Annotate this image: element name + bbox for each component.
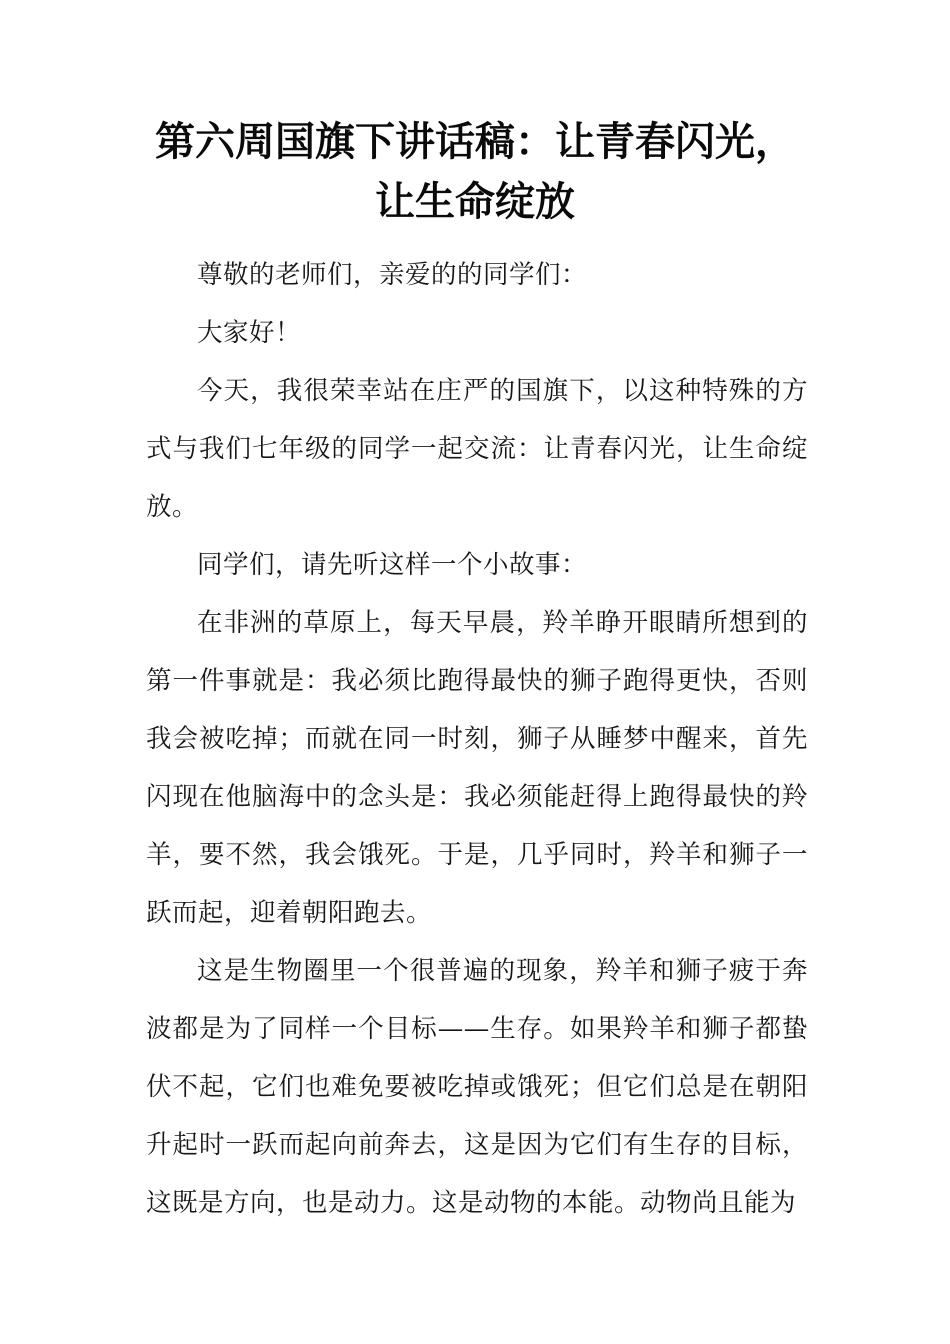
paragraph-story: 在非洲的草原上，每天早晨，羚羊睁开眼睛所想到的第一件事就是：我必须比跑得最快的狮子跑得更快，否则我会被吃掉；而就在同一时刻，狮子从睡梦中醒来，首先闪现在他脑海中的念头是：我必须能赶得上跑得最快的羚羊，要不然，我会饿死。于是，几乎同时，羚羊和狮子一跃而起，迎着朝阳跑去。 [146,608,808,928]
paragraph-hello: 大家好！ [197,318,302,348]
paragraph-greeting: 尊敬的老师们，亲爱的的同学们： [197,260,588,290]
document-title: 第六周国旗下讲话稿：让青春闪光，让生命绽放 [155,119,795,225]
paragraph-story-lead: 同学们，请先听这样一个小故事： [197,550,588,580]
paragraph-intro: 今天，我很荣幸站在庄严的国旗下，以这种特殊的方式与我们七年级的同学一起交流：让青春闪光，让生命绽放。 [146,376,808,522]
paragraph-reflection: 这是生物圈里一个很普遍的现象，羚羊和狮子疲于奔波都是为了同样一个目标——生存。如果羚羊和狮子都蛰伏不起，它们也难免要被吃掉或饿死；但它们总是在朝阳升起时一跃而起向前奔去，这是因为它们有生存的目标，这既是方向，也是动力。这是动物的本能。动物尚且能为 [146,956,808,1218]
document-body [146,246,808,1232]
